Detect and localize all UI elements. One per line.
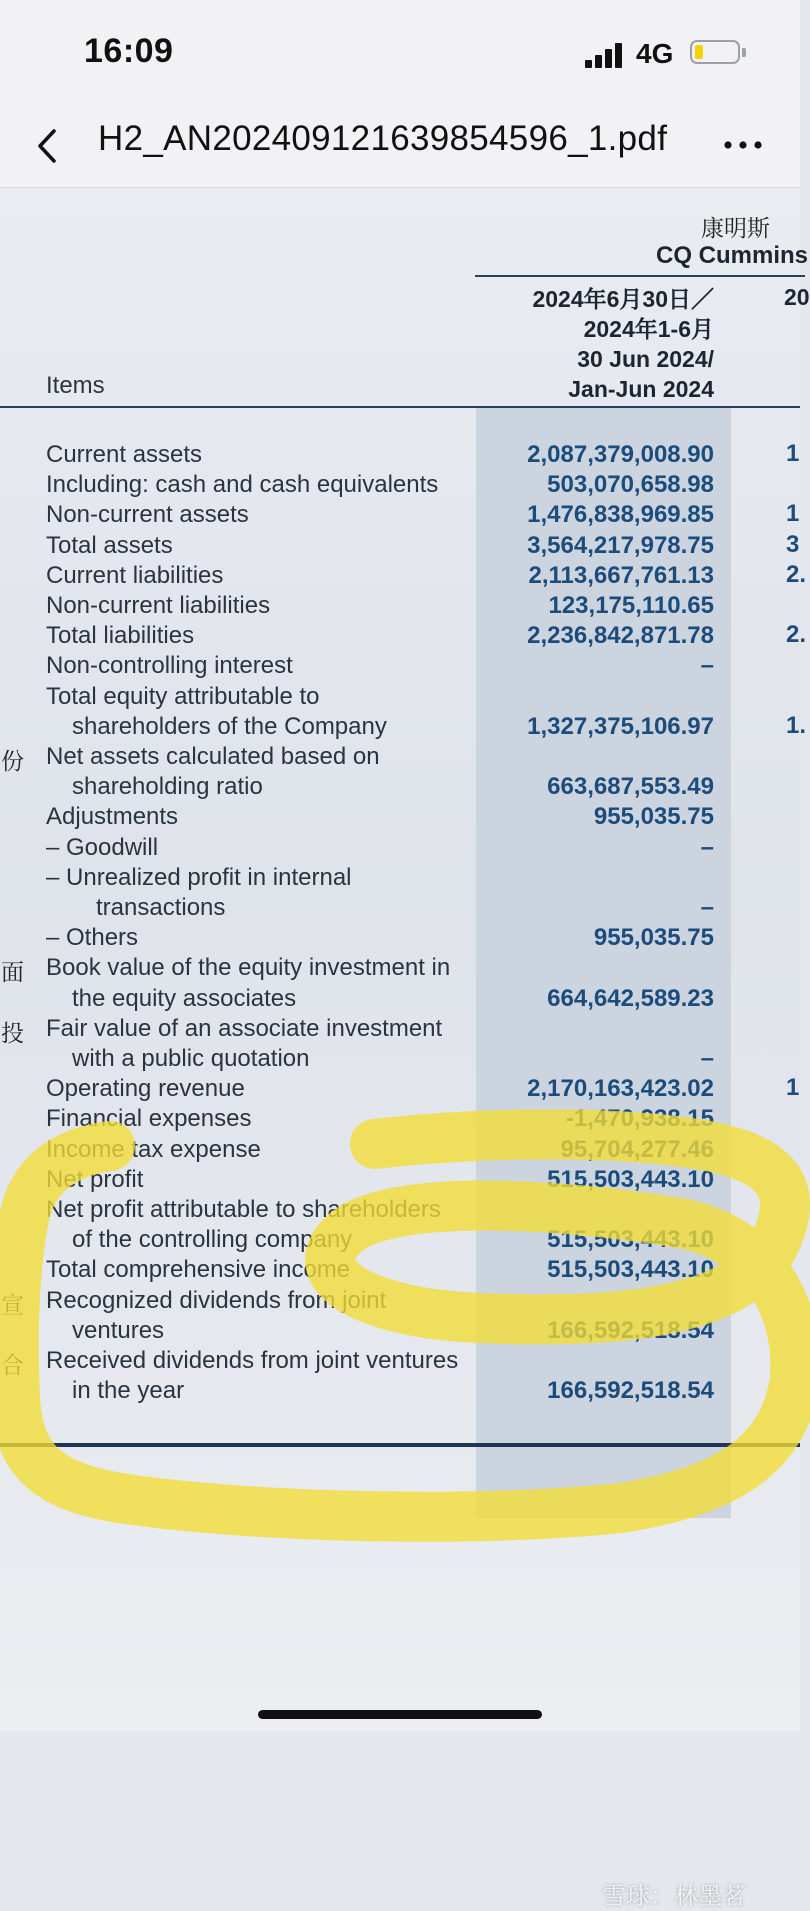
table-row [0,742,800,802]
row-value: 515,503,443.10 [547,1226,714,1254]
more-button[interactable] [720,125,766,165]
row-value: 123,175,110.65 [548,592,714,619]
row-label: Current liabilities [46,561,224,589]
back-button[interactable] [28,123,68,169]
row-label: Operating revenue [46,1075,245,1103]
row-label: Net profit attributable to shareholders [46,1196,441,1223]
table-row [0,833,800,863]
row-value: 955,035.75 [593,803,714,831]
table-row [0,1286,800,1346]
row-label: Total assets [46,531,173,559]
prior-period-value-partial: 3 [786,530,800,558]
row-value: 1,476,838,969.85 [527,501,714,529]
row-label-continued: transactions [96,893,226,921]
cropped-chinese-label: 面 [1,959,24,986]
row-label: Total liabilities [46,622,195,650]
row-label-continued: in the year [72,1377,185,1405]
period-line: 30 Jun 2024/ [577,346,714,372]
table-row [0,1014,800,1074]
row-value: 166,592,518.54 [547,1377,714,1405]
prior-period-value-partial: 1. [786,711,807,739]
row-label: Fair value of an associate investment [46,1014,443,1042]
table-row [0,470,800,500]
header-rule [475,275,805,277]
row-value: 664,642,589.23 [547,984,714,1012]
table-row [0,1195,800,1255]
row-value: 3,564,217,978.75 [527,531,714,559]
row-label-continued: with a public quotation [72,1044,310,1072]
period-header [532,284,714,404]
table-row [0,591,800,621]
row-label-continued: the equity associates [72,984,297,1012]
row-label: Adjustments [46,803,179,831]
row-value: 2,113,667,761.13 [528,561,714,589]
table-row [0,500,800,530]
items-header: Items [46,372,105,399]
prior-period-value-partial: 1 [786,1074,800,1102]
row-label: Book value of the equity investment in [46,954,451,982]
table-row [0,651,800,681]
battery-icon [690,40,740,64]
table-row [0,560,807,591]
row-value: – [700,1044,714,1072]
row-label: – Others [46,924,139,952]
status-time: 16:09 [84,32,174,70]
table-row [0,1346,800,1406]
battery-tip [742,48,746,57]
period-line: 2024年6月30日／ [532,286,714,312]
period-line: 2024年1-6月 [583,316,714,342]
watermark: 雪球：林墨茗 [602,1883,746,1910]
row-label: – Goodwill [46,833,159,861]
company-name-english: CQ Cummins [656,242,809,269]
chevron-left-icon [28,123,68,169]
row-value: 2,087,379,008.90 [527,441,714,468]
row-label: Income tax expense [46,1135,261,1163]
row-label-continued: shareholding ratio [72,773,263,801]
row-value: – [700,652,714,680]
row-value: 1,327,375,106.97 [527,712,714,740]
table-row [0,1074,800,1104]
table-row [0,531,800,561]
row-label: Recognized dividends from joint [46,1286,387,1314]
more-horizontal-icon [720,125,766,165]
row-label-continued: of the controlling company [72,1226,353,1254]
nav-bar [0,105,800,188]
signal-icon [585,42,625,68]
row-value: 955,035.75 [593,924,714,952]
next-period-header-partial: 20 [784,284,810,310]
cropped-chinese-label: 宣 [1,1291,24,1318]
table-row [0,1104,800,1134]
row-label-continued: shareholders of the Company [72,712,387,740]
table-row [0,923,800,953]
company-name-chinese: 康明斯 [701,215,770,241]
row-label: Net assets calculated based on [46,743,380,770]
prior-period-value-partial: 1 [786,500,800,528]
table-bottom-rule [0,1443,800,1447]
row-label-continued: ventures [72,1316,165,1344]
network-type: 4G [636,38,674,69]
table-row [0,953,800,1013]
prior-period-value-partial: 2. [786,560,807,588]
row-label: – Unrealized profit in internal [46,863,352,891]
row-value: 515,503,443.10 [547,1165,714,1193]
row-value: 503,070,658.98 [547,471,714,499]
row-value: – [700,833,714,861]
cropped-chinese-label: 投 [1,1019,24,1046]
table-row [0,863,800,923]
table-row [0,802,800,832]
row-label: Current assets [46,441,203,468]
row-value: 663,687,553.49 [547,773,714,801]
prior-period-value-partial: 1 [786,440,800,467]
row-value: – [700,893,714,921]
status-bar [0,0,800,105]
row-value: 2,236,842,871.78 [527,622,714,650]
prior-period-value-partial: 2. [786,621,807,649]
row-label: Non-current assets [46,501,249,529]
pdf-page[interactable] [0,188,810,1910]
table-row [0,1255,800,1285]
table-row [0,1165,800,1195]
row-label: Financial expenses [46,1105,252,1133]
row-value: -1,470,938.15 [565,1105,714,1133]
row-label: Non-current liabilities [46,592,271,619]
table-row [0,440,800,470]
row-label: Including: cash and cash equivalents [46,471,439,499]
home-indicator[interactable] [258,1710,542,1719]
row-value: 2,170,163,423.02 [527,1075,714,1103]
row-label: Received dividends from joint ventures [46,1347,459,1374]
row-value: 166,592,518.54 [547,1316,714,1344]
table-row [0,621,807,651]
row-label: Net profit [46,1165,144,1193]
table-top-rule [0,406,800,408]
row-label: Total comprehensive income [46,1256,351,1284]
row-label: Total equity attributable to [46,682,320,710]
row-value: 515,503,443.10 [547,1256,714,1284]
table-row [0,682,807,742]
table-row [0,1135,800,1165]
period-line: Jan-Jun 2024 [568,376,714,402]
document-title: H2_AN202409121639854596_1.pdf [98,119,668,158]
cropped-chinese-label: 合 [1,1352,24,1378]
row-label: Non-controlling interest [46,652,293,680]
cropped-chinese-label: 份 [1,748,24,774]
row-value: 95,704,277.46 [560,1135,714,1163]
